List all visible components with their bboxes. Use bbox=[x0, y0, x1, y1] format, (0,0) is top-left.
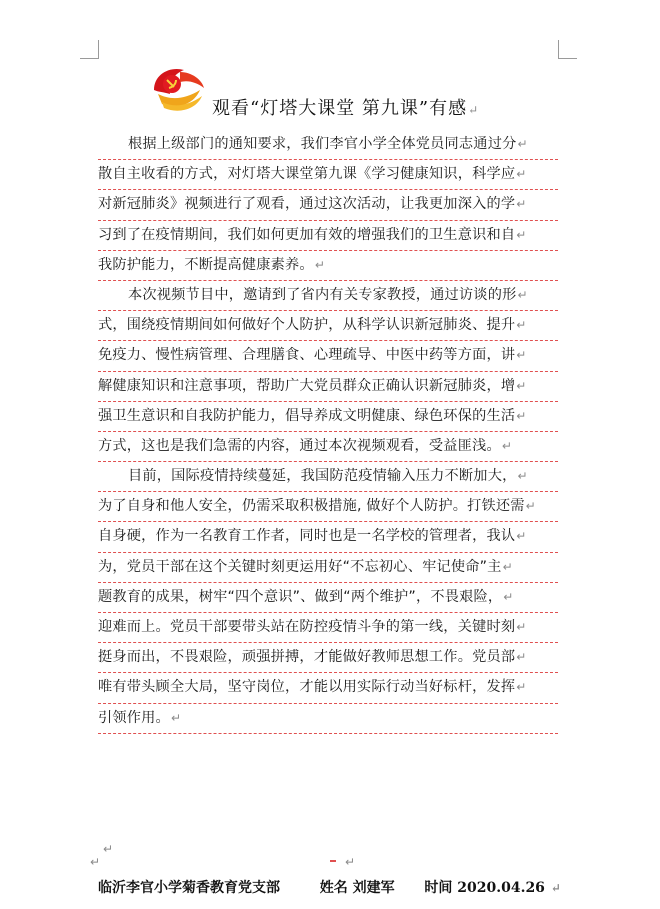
text-line: 强卫生意识和自我防护能力，倡导养成文明健康、绿色环保的生活↵ bbox=[98, 402, 558, 432]
text-line: 迎难而上。党员干部要带头站在防控疫情斗争的第一线，关键时刻↵ bbox=[98, 613, 558, 643]
text-line: 挺身而出，不畏艰险，顽强拼搏，才能做好教师思想工作。党员部↵ bbox=[98, 643, 558, 673]
text-line: 为，党员干部在这个关键时刻更运用好“不忘初心、牢记使命”主↵ bbox=[98, 553, 558, 583]
document-title: 观看“灯塔大课堂 第九课”有感↵ bbox=[212, 98, 480, 119]
margin-corner-top-right bbox=[558, 40, 577, 59]
spellcheck-mark bbox=[330, 860, 336, 862]
footer-organization: 临沂李官小学菊香教育党支部 bbox=[98, 880, 280, 896]
text-line: 式，围绕疫情期间如何做好个人防护，从科学认识新冠肺炎、提升↵ bbox=[98, 311, 558, 341]
text-line: 免疫力、慢性病管理、合理膳食、心理疏导、中医中药等方面，讲↵ bbox=[98, 341, 558, 371]
text-line: 散自主收看的方式，对灯塔大课堂第九课《学习健康知识，科学应↵ bbox=[98, 160, 558, 190]
text-line: 唯有带头顾全大局，坚守岗位，才能以用实际行动当好标杆，发挥↵ bbox=[98, 673, 558, 703]
text-line: 本次视频节目中，邀请到了省内有关专家教授，通过访谈的形↵ bbox=[98, 281, 558, 311]
text-line: 引领作用。↵ bbox=[98, 704, 558, 734]
document-footer: 临沂李官小学菊香教育党支部 姓名 刘建军 时间 2020.04.26 ↵ bbox=[98, 880, 561, 896]
empty-paragraph-mark: ↵ bbox=[345, 855, 356, 869]
footer-name-label: 姓名 bbox=[319, 880, 348, 896]
text-line: 方式，这也是我们急需的内容，通过本次视频观看，受益匪浅。↵ bbox=[98, 432, 558, 462]
footer-name: 刘建军 bbox=[352, 880, 395, 896]
document-body bbox=[98, 130, 558, 734]
text-line: 目前，国际疫情持续蔓延，我国防范疫情输入压力不断加大，↵ bbox=[98, 462, 558, 492]
text-line: 题教育的成果，树牢“四个意识”、做到“两个维护”，不畏艰险，↵ bbox=[98, 583, 558, 613]
text-line: 解健康知识和注意事项，帮助广大党员群众正确认识新冠肺炎，增↵ bbox=[98, 372, 558, 402]
text-line: 习到了在疫情期间，我们如何更加有效的增强我们的卫生意识和自↵ bbox=[98, 221, 558, 251]
text-line: 根据上级部门的通知要求，我们李官小学全体党员同志通过分↵ bbox=[98, 130, 558, 160]
text-line: 为了自身和他人安全，仍需采取积极措施, 做好个人防护。打铁还需↵ bbox=[98, 492, 558, 522]
margin-corner-top-left bbox=[80, 40, 99, 59]
text-line: 自身硬，作为一名教育工作者，同时也是一名学校的管理者，我认↵ bbox=[98, 522, 558, 552]
footer-time-label: 时间 bbox=[424, 880, 453, 896]
empty-paragraph-mark: ↵ bbox=[90, 855, 101, 869]
text-line: 我防护能力，不断提高健康素养。↵ bbox=[98, 251, 558, 281]
text-line: 对新冠肺炎》视频进行了观看，通过这次活动，让我更加深入的学↵ bbox=[98, 190, 558, 220]
footer-date: 2020.04.26 bbox=[457, 880, 545, 896]
party-emblem-icon bbox=[150, 64, 206, 114]
empty-paragraph-mark: ↵ bbox=[103, 842, 114, 856]
